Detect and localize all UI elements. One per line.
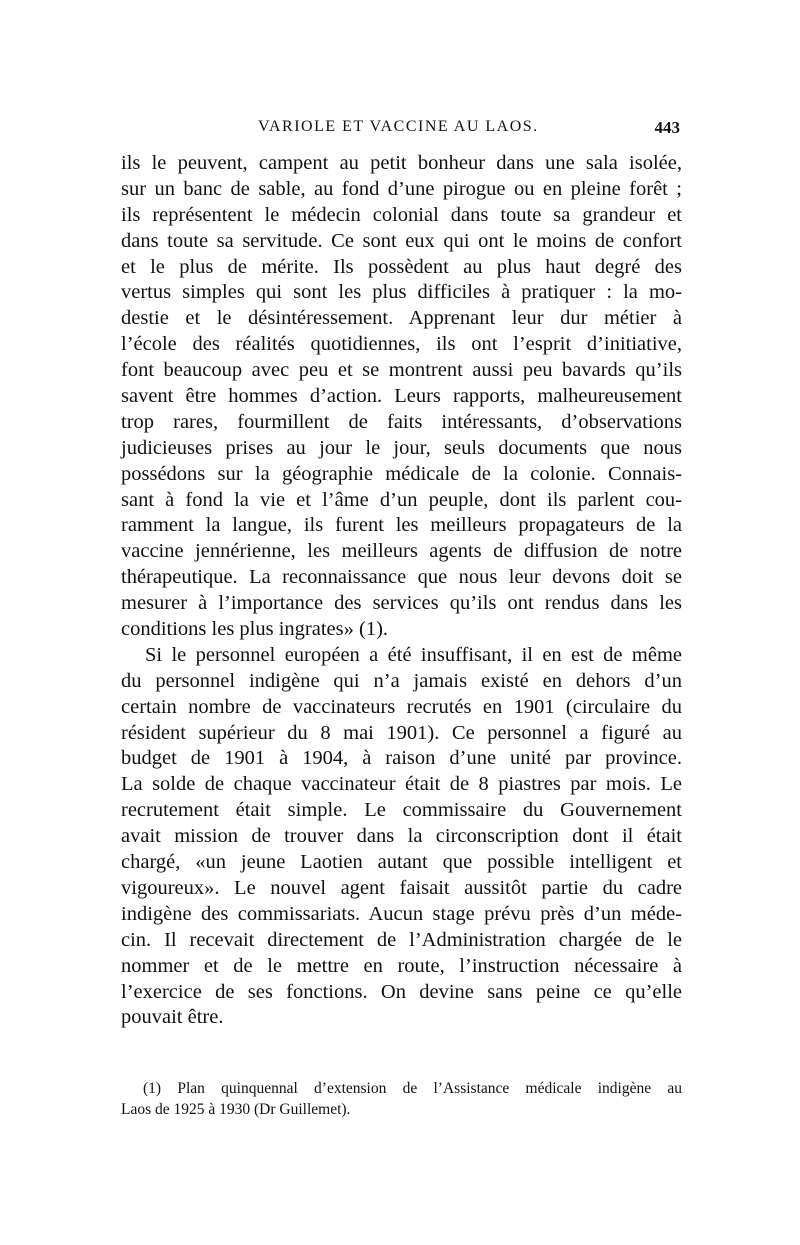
text-line: du personnel indigène qui n’a jamais existé en dehors d’un: [121, 669, 682, 692]
text-line: vertus simples qui sont les plus difficiles à pratiquer : la mo-: [121, 281, 682, 304]
text-line: conditions les plus ingrates» (1).: [121, 618, 389, 641]
text-line: pouvait être.: [121, 1006, 224, 1029]
text-line: sant à fond la vie et l’âme d’un peuple, dont ils parlent cou-: [121, 488, 682, 511]
text-line: cin. Il recevait directement de l’Administration chargée de le: [121, 928, 682, 951]
footnote: [121, 1078, 682, 1120]
text-line: l’exercice de ses fonctions. On devine sans peine ce qu’elle: [121, 980, 682, 1003]
text-line: possédons sur la géographie médicale de la colonie. Connais-: [121, 462, 682, 485]
text-line: ils le peuvent, campent au petit bonheur dans une sala isolée,: [121, 152, 682, 174]
text-line: et le plus de mérite. Ils possèdent au plus haut degré des: [121, 255, 682, 278]
body-text: [121, 151, 682, 1031]
text-line: trop rares, fourmillent de faits intéressants, d’observations: [121, 410, 682, 433]
paragraph-first-line: Si le personnel européen a été insuffisant, il en est de même: [145, 643, 682, 666]
running-head: [120, 118, 680, 146]
text-line: ils représentent le médecin colonial dans toute sa grandeur et: [121, 203, 682, 226]
page-number: 443: [654, 118, 680, 137]
text-line: La solde de chaque vaccinateur était de 8 piastres par mois. Le: [121, 773, 682, 796]
running-title: VARIOLE ET VACCINE AU LAOS.: [258, 118, 539, 135]
text-line: ramment la langue, ils furent les meilleurs propagateurs de la: [121, 514, 682, 537]
text-line: sur un banc de sable, au fond d’une pirogue ou en pleine forêt ;: [121, 177, 682, 200]
text-line: judicieuses prises au jour le jour, seuls documents que nous: [121, 436, 682, 459]
text-line: destie et le désintéressement. Apprenant leur dur métier à: [121, 307, 682, 330]
text-line: savent être hommes d’action. Leurs rapports, malheureusement: [121, 385, 682, 408]
footnote-line: (1) Plan quinquennal d’extension de l’Assistance médicale indigène au: [143, 1080, 682, 1097]
text-line: résident supérieur du 8 mai 1901). Ce personnel a figuré au: [121, 721, 682, 744]
text-line: vigoureux». Le nouvel agent faisait aussitôt partie du cadre: [121, 876, 682, 899]
text-line: chargé, «un jeune Laotien autant que possible intelligent et: [121, 851, 682, 874]
text-line: font beaucoup avec peu et se montrent aussi peu bavards qu’ils: [121, 359, 682, 382]
text-line: budget de 1901 à 1904, à raison d’une unité par province.: [121, 747, 682, 770]
text-line: dans toute sa servitude. Ce sont eux qui ont le moins de confort: [121, 229, 682, 252]
text-line: vaccine jennérienne, les meilleurs agents de diffusion de notre: [121, 540, 682, 563]
footnote-line: Laos de 1925 à 1930 (Dr Guillemet).: [121, 1101, 351, 1118]
text-line: nommer et de le mettre en route, l’instruction nécessaire à: [121, 954, 682, 977]
text-line: certain nombre de vaccinateurs recrutés en 1901 (circulaire du: [121, 695, 682, 718]
text-line: mesurer à l’importance des services qu’ils ont rendus dans les: [121, 592, 682, 615]
text-line: indigène des commissariats. Aucun stage prévu près d’un méde-: [121, 902, 682, 925]
text-line: recrutement était simple. Le commissaire du Gouvernement: [121, 799, 682, 822]
text-line: l’école des réalités quotidiennes, ils ont l’esprit d’initiative,: [121, 333, 682, 356]
text-line: avait mission de trouver dans la circonscription dont il était: [121, 825, 682, 848]
text-line: thérapeutique. La reconnaissance que nous leur devons doit se: [121, 566, 682, 589]
